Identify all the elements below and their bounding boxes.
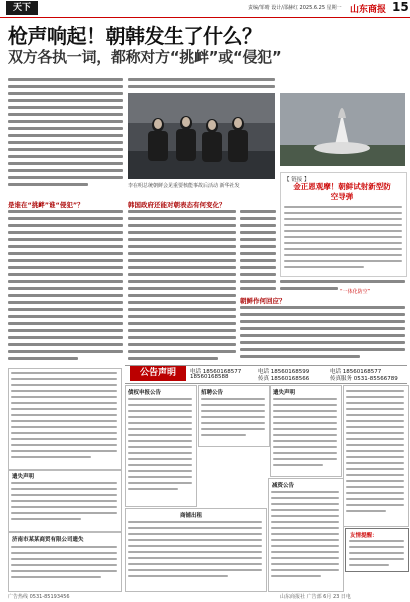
news-photo-officials bbox=[128, 93, 275, 179]
subhead-north-response: 朝鲜作何回应？ bbox=[240, 297, 286, 305]
notice-title: 友情提醒： bbox=[350, 533, 378, 539]
masthead-bar bbox=[0, 0, 410, 18]
ad-phone: 电话 18560168577 bbox=[330, 369, 382, 375]
footer-credit: 山东商报社 广告部 6月 23 日电 bbox=[280, 594, 351, 600]
ad-label: 公告声明 bbox=[130, 366, 186, 381]
page-info: 责编/邹晴 设计/邵赫红 2025.6.25 星期一 bbox=[248, 5, 342, 11]
classified-title: 债权申报公告 bbox=[128, 390, 162, 396]
classified-title: 遗失声明 bbox=[12, 474, 35, 480]
headline: 枪声响起！朝韩发生了什么？ bbox=[8, 24, 262, 48]
section-tag: 天下 bbox=[6, 1, 38, 15]
page-number: 15 bbox=[392, 0, 409, 14]
sidebar-tag: 【 链接 】 bbox=[284, 177, 310, 183]
news-photo-missile bbox=[280, 93, 405, 166]
footer-hotline: 广告热线 0531-85193456 bbox=[8, 594, 70, 600]
photo-caption: 李在明总统朝鲜会见重要核能事故后活动 新华社发 bbox=[128, 183, 240, 189]
subhead-korea-stance: 韩国政府还能对朝表态有何变化？ bbox=[128, 201, 226, 209]
ad-phone: 电话 18560168599 bbox=[258, 369, 310, 375]
ad-phone: 电话 18560168577 bbox=[190, 369, 242, 375]
ad-phone: 传真 18560168566 bbox=[258, 376, 310, 382]
subhead-who-provoked: 是谁在“挑衅”谁“侵犯”？ bbox=[8, 201, 84, 209]
ad-phone: 18560168588 bbox=[190, 374, 229, 380]
classified-title: 遗失声明 bbox=[273, 390, 296, 396]
highlight-quote: “一体化防空” bbox=[340, 289, 371, 295]
classified-title: 减资公告 bbox=[272, 483, 295, 489]
classified-title: 商铺出租 bbox=[180, 513, 203, 519]
ad-phone: 传真服务 0531-85566789 bbox=[330, 376, 398, 382]
paper-name: 山东商报 bbox=[350, 5, 387, 15]
subheadline: 双方各执一词，都称对方“挑衅”或“侵犯” bbox=[8, 48, 282, 66]
classified-title: 招聘公告 bbox=[201, 390, 224, 396]
sidebar-title: 金正恩观摩！朝鲜试射新型防空导弹 bbox=[293, 182, 391, 201]
classified-title: 济南市某某商贸有限公司遗失 bbox=[12, 537, 84, 543]
